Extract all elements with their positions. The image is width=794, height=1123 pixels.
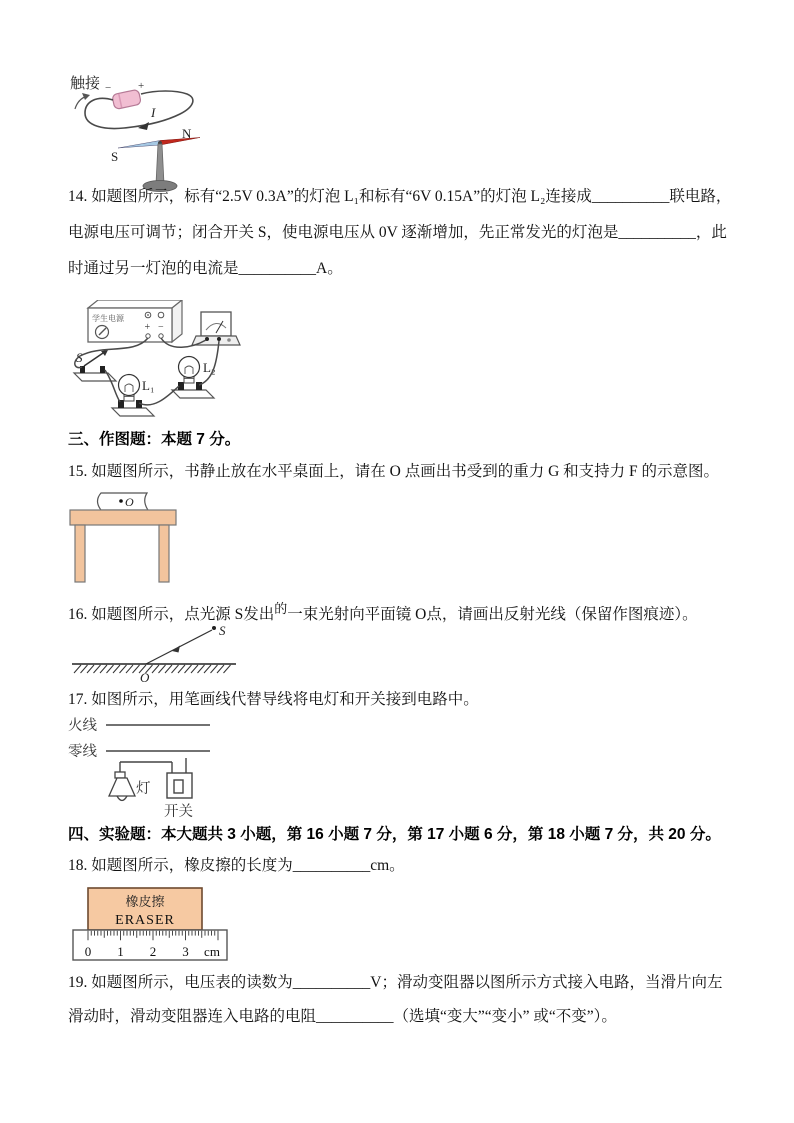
ruler-number-2: 2 bbox=[149, 944, 157, 959]
figure-current-compass bbox=[68, 62, 208, 197]
point-o-dot bbox=[119, 499, 123, 503]
power-supply bbox=[88, 300, 182, 342]
question-18-text: 18. 如题图所示，橡皮擦的长度为__________cm。 bbox=[68, 857, 405, 874]
figure-series-circuit bbox=[68, 300, 318, 425]
ammeter bbox=[192, 312, 240, 345]
battery-icon bbox=[112, 89, 142, 109]
switch-label: 开关 bbox=[164, 804, 193, 819]
ray-arrow bbox=[172, 646, 180, 653]
compass-stand bbox=[156, 144, 164, 184]
lamp-label: 灯 bbox=[136, 781, 151, 797]
minus-terminal-label: − bbox=[158, 322, 164, 333]
north-label: N bbox=[182, 126, 192, 141]
ruler-unit: cm bbox=[204, 944, 220, 959]
switch-label: S bbox=[76, 350, 83, 365]
source-s-label: S bbox=[219, 623, 226, 638]
eraser-label-cn: 橡皮擦 bbox=[125, 894, 165, 909]
compass-needle-south bbox=[118, 141, 160, 149]
question-16-text: 16. 如题图所示，点光源 S发出$^的$一束光射向平面镜 O点，请画出反射光线（保留作图痕迹）。 bbox=[68, 601, 698, 623]
eraser-label-en: ERASER bbox=[115, 913, 175, 928]
ruler-number-0: 0 bbox=[84, 944, 92, 959]
current-label: I bbox=[151, 105, 156, 120]
south-label: S bbox=[111, 149, 119, 164]
table-leg-right bbox=[159, 525, 169, 582]
figure-household-wiring bbox=[68, 714, 228, 819]
battery-minus-label: − bbox=[105, 82, 112, 94]
table-leg-left bbox=[75, 525, 85, 582]
compass-needle-north bbox=[160, 138, 200, 146]
mirror-hatching bbox=[74, 665, 231, 673]
bulb-l1 bbox=[112, 375, 154, 417]
touch-label: 触接 bbox=[70, 75, 101, 92]
ruler-number-1: 1 bbox=[117, 944, 124, 959]
power-supply-label: 学生电源 bbox=[92, 314, 124, 323]
point-o-label: O bbox=[125, 495, 134, 509]
question-19-text: 19. 如题图所示，电压表的读数为__________V；滑动变阻器以图所示方式接入电路，当滑片向左滑动时，滑动变阻器连入电路的电阻__________（选填“变大”“变小” 或“不变”）。 bbox=[68, 974, 723, 1025]
bulb-l1-label: L₁ bbox=[142, 378, 155, 393]
live-wire-label: 火线 bbox=[68, 718, 97, 734]
lamp-icon bbox=[109, 772, 135, 801]
lamp-switch-wires bbox=[120, 758, 186, 773]
knife-switch bbox=[74, 350, 116, 381]
source-s-dot bbox=[212, 626, 216, 630]
ruler-number-3: 3 bbox=[182, 944, 189, 959]
section-3-header: 三、作图题：本题 7 分。 bbox=[68, 431, 241, 448]
point-o-label: O bbox=[140, 670, 150, 684]
book bbox=[98, 493, 149, 510]
figure-eraser-ruler bbox=[70, 886, 230, 964]
question-17-text: 17. 如图所示，用笔画线代替导线将电灯和开关接到电路中。 bbox=[68, 691, 479, 708]
plus-terminal-label: + bbox=[144, 322, 151, 333]
question-14-text: 14. 如题图所示，标有“2.5V 0.3A”的灯泡 L₁和标有“6V 0.15A”的灯泡 L₂连接成__________联电路，电源电压可调节；闭合开关 S，使电源电压从 0V 逐渐增加，先正常发光的灯泡是__________，此时通过另一灯泡的电流是__________A。 bbox=[68, 188, 732, 277]
neutral-wire-label: 零线 bbox=[68, 744, 97, 760]
figure-plane-mirror bbox=[68, 620, 248, 684]
question-15-text: 15. 如题图所示，书静止放在水平桌面上，请在 O 点画出书受到的重力 G 和支持力 F 的示意图。 bbox=[68, 463, 720, 480]
superscript-de: 的 bbox=[274, 601, 288, 616]
battery-plus-label: + bbox=[138, 80, 145, 92]
switch-icon bbox=[167, 773, 192, 798]
tabletop bbox=[70, 510, 176, 525]
figure-book-on-table bbox=[68, 486, 180, 586]
bulb-l2-label: L₂ bbox=[203, 360, 216, 375]
section-4-header: 四、实验题：本大题共 3 小题，第 16 小题 7 分，第 17 小题 6 分，第 18 小题 7 分，共 20 分。 bbox=[68, 826, 721, 843]
